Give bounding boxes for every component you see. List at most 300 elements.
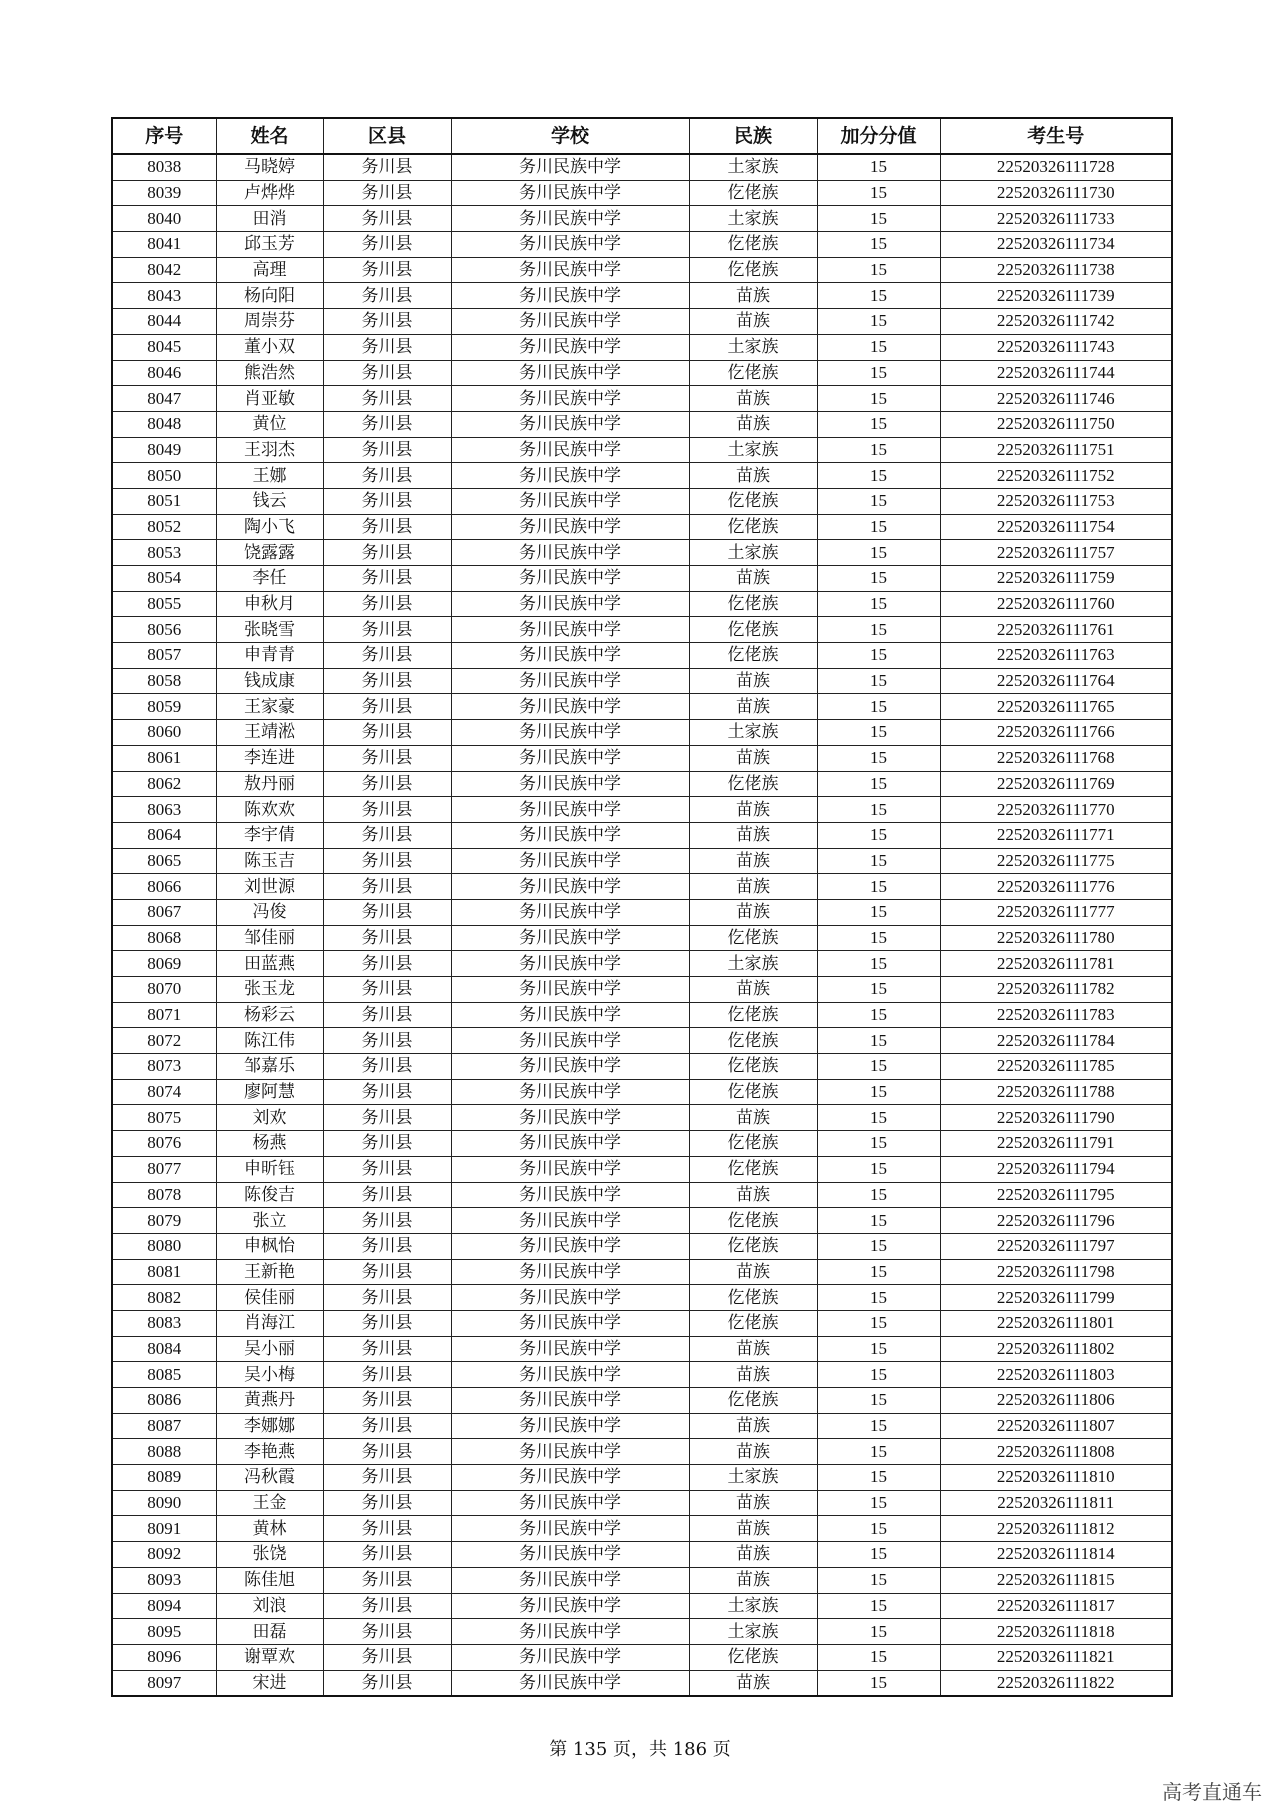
cell-bonus: 15 [817, 1310, 940, 1336]
cell-county: 务川县 [323, 1310, 451, 1336]
table-row [112, 1413, 1172, 1439]
cell-county: 务川县 [323, 1028, 451, 1054]
cell-index: 8061 [112, 745, 216, 771]
cell-index: 8075 [112, 1105, 216, 1131]
cell-name: 张玉龙 [216, 977, 323, 1003]
cell-name: 吴小梅 [216, 1362, 323, 1388]
cell-index: 8067 [112, 899, 216, 925]
cell-ethnicity: 苗族 [689, 694, 817, 720]
cell-bonus: 15 [817, 334, 940, 360]
cell-exam-id: 22520326111795 [940, 1182, 1172, 1208]
cell-index: 8048 [112, 411, 216, 437]
cell-exam-id: 22520326111806 [940, 1388, 1172, 1414]
cell-ethnicity: 苗族 [689, 1567, 817, 1593]
cell-index: 8080 [112, 1233, 216, 1259]
cell-county: 务川县 [323, 1233, 451, 1259]
cell-name: 肖海江 [216, 1310, 323, 1336]
cell-school: 务川民族中学 [451, 1388, 689, 1414]
cell-exam-id: 22520326111812 [940, 1516, 1172, 1542]
cell-school: 务川民族中学 [451, 1542, 689, 1568]
cell-exam-id: 22520326111776 [940, 874, 1172, 900]
table-row [112, 540, 1172, 566]
cell-bonus: 15 [817, 360, 940, 386]
cell-index: 8077 [112, 1156, 216, 1182]
cell-school: 务川民族中学 [451, 668, 689, 694]
cell-bonus: 15 [817, 617, 940, 643]
table-row [112, 745, 1172, 771]
table-row [112, 951, 1172, 977]
table-row [112, 617, 1172, 643]
cell-exam-id: 22520326111818 [940, 1619, 1172, 1645]
cell-exam-id: 22520326111734 [940, 232, 1172, 258]
cell-name: 董小双 [216, 334, 323, 360]
table-row [112, 1439, 1172, 1465]
cell-ethnicity: 仡佬族 [689, 643, 817, 669]
cell-ethnicity: 苗族 [689, 566, 817, 592]
cell-name: 田磊 [216, 1619, 323, 1645]
cell-ethnicity: 苗族 [689, 899, 817, 925]
cell-index: 8086 [112, 1388, 216, 1414]
table-row [112, 283, 1172, 309]
cell-bonus: 15 [817, 848, 940, 874]
cell-bonus: 15 [817, 925, 940, 951]
cell-exam-id: 22520326111761 [940, 617, 1172, 643]
cell-school: 务川民族中学 [451, 617, 689, 643]
cell-index: 8073 [112, 1054, 216, 1080]
cell-bonus: 15 [817, 1388, 940, 1414]
cell-bonus: 15 [817, 1644, 940, 1670]
cell-name: 邹嘉乐 [216, 1054, 323, 1080]
cell-index: 8046 [112, 360, 216, 386]
cell-bonus: 15 [817, 488, 940, 514]
cell-bonus: 15 [817, 1028, 940, 1054]
cell-exam-id: 22520326111799 [940, 1285, 1172, 1311]
cell-index: 8072 [112, 1028, 216, 1054]
cell-school: 务川民族中学 [451, 180, 689, 206]
table-row [112, 643, 1172, 669]
cell-bonus: 15 [817, 694, 940, 720]
cell-ethnicity: 苗族 [689, 1542, 817, 1568]
cell-school: 务川民族中学 [451, 874, 689, 900]
cell-ethnicity: 土家族 [689, 334, 817, 360]
cell-school: 务川民族中学 [451, 334, 689, 360]
cell-ethnicity: 苗族 [689, 1490, 817, 1516]
cell-index: 8058 [112, 668, 216, 694]
cell-county: 务川县 [323, 437, 451, 463]
cell-ethnicity: 苗族 [689, 874, 817, 900]
cell-ethnicity: 苗族 [689, 745, 817, 771]
cell-name: 黄燕丹 [216, 1388, 323, 1414]
cell-bonus: 15 [817, 1593, 940, 1619]
cell-county: 务川县 [323, 771, 451, 797]
cell-school: 务川民族中学 [451, 411, 689, 437]
cell-index: 8059 [112, 694, 216, 720]
cell-index: 8083 [112, 1310, 216, 1336]
cell-bonus: 15 [817, 206, 940, 232]
cell-index: 8050 [112, 463, 216, 489]
cell-ethnicity: 苗族 [689, 309, 817, 335]
cell-school: 务川民族中学 [451, 643, 689, 669]
cell-name: 张晓雪 [216, 617, 323, 643]
cell-ethnicity: 仡佬族 [689, 1131, 817, 1157]
cell-name: 王金 [216, 1490, 323, 1516]
cell-index: 8096 [112, 1644, 216, 1670]
table-row [112, 1233, 1172, 1259]
cell-exam-id: 22520326111802 [940, 1336, 1172, 1362]
cell-county: 务川县 [323, 1002, 451, 1028]
bonus-points-table [111, 117, 1173, 1697]
cell-index: 8090 [112, 1490, 216, 1516]
cell-school: 务川民族中学 [451, 591, 689, 617]
cell-bonus: 15 [817, 1285, 940, 1311]
cell-index: 8054 [112, 566, 216, 592]
cell-index: 8089 [112, 1465, 216, 1491]
cell-school: 务川民族中学 [451, 1208, 689, 1234]
cell-school: 务川民族中学 [451, 1567, 689, 1593]
cell-exam-id: 22520326111751 [940, 437, 1172, 463]
cell-name: 宋进 [216, 1670, 323, 1696]
cell-name: 王娜 [216, 463, 323, 489]
cell-bonus: 15 [817, 874, 940, 900]
cell-ethnicity: 土家族 [689, 437, 817, 463]
cell-bonus: 15 [817, 309, 940, 335]
cell-school: 务川民族中学 [451, 977, 689, 1003]
cell-ethnicity: 仡佬族 [689, 617, 817, 643]
cell-bonus: 15 [817, 1182, 940, 1208]
cell-index: 8087 [112, 1413, 216, 1439]
cell-name: 申秋月 [216, 591, 323, 617]
cell-name: 陈俊吉 [216, 1182, 323, 1208]
cell-exam-id: 22520326111759 [940, 566, 1172, 592]
cell-exam-id: 22520326111763 [940, 643, 1172, 669]
cell-school: 务川民族中学 [451, 1670, 689, 1696]
table-row [112, 1310, 1172, 1336]
cell-school: 务川民族中学 [451, 1105, 689, 1131]
cell-index: 8091 [112, 1516, 216, 1542]
cell-school: 务川民族中学 [451, 1310, 689, 1336]
cell-school: 务川民族中学 [451, 1336, 689, 1362]
cell-ethnicity: 仡佬族 [689, 232, 817, 258]
cell-exam-id: 22520326111738 [940, 257, 1172, 283]
cell-county: 务川县 [323, 1644, 451, 1670]
table-row [112, 1182, 1172, 1208]
cell-exam-id: 22520326111770 [940, 797, 1172, 823]
cell-bonus: 15 [817, 1362, 940, 1388]
cell-bonus: 15 [817, 1105, 940, 1131]
cell-county: 务川县 [323, 309, 451, 335]
table-row [112, 232, 1172, 258]
table-row [112, 1362, 1172, 1388]
cell-exam-id: 22520326111742 [940, 309, 1172, 335]
page-number: 第 135 页，共 186 页 [549, 1739, 731, 1760]
table-row [112, 1670, 1172, 1696]
cell-ethnicity: 土家族 [689, 951, 817, 977]
cell-name: 申枫怡 [216, 1233, 323, 1259]
cell-name: 田消 [216, 206, 323, 232]
cell-school: 务川民族中学 [451, 899, 689, 925]
cell-name: 申昕钰 [216, 1156, 323, 1182]
table-row [112, 1516, 1172, 1542]
cell-name: 邱玉芳 [216, 232, 323, 258]
header-index: 序号 [112, 118, 216, 154]
cell-name: 廖阿慧 [216, 1079, 323, 1105]
table-row [112, 257, 1172, 283]
cell-name: 冯秋霞 [216, 1465, 323, 1491]
cell-index: 8097 [112, 1670, 216, 1696]
cell-name: 马晓婷 [216, 154, 323, 180]
cell-ethnicity: 仡佬族 [689, 771, 817, 797]
cell-school: 务川民族中学 [451, 463, 689, 489]
cell-ethnicity: 仡佬族 [689, 1233, 817, 1259]
cell-school: 务川民族中学 [451, 309, 689, 335]
cell-school: 务川民族中学 [451, 1619, 689, 1645]
cell-county: 务川县 [323, 1336, 451, 1362]
cell-bonus: 15 [817, 977, 940, 1003]
cell-exam-id: 22520326111750 [940, 411, 1172, 437]
cell-exam-id: 22520326111781 [940, 951, 1172, 977]
cell-bonus: 15 [817, 1619, 940, 1645]
cell-name: 冯俊 [216, 899, 323, 925]
cell-ethnicity: 仡佬族 [689, 1285, 817, 1311]
cell-county: 务川县 [323, 386, 451, 412]
cell-name: 饶露露 [216, 540, 323, 566]
cell-name: 王新艳 [216, 1259, 323, 1285]
table-row [112, 720, 1172, 746]
cell-school: 务川民族中学 [451, 386, 689, 412]
cell-school: 务川民族中学 [451, 437, 689, 463]
table-row [112, 1105, 1172, 1131]
cell-ethnicity: 苗族 [689, 1336, 817, 1362]
table-row [112, 771, 1172, 797]
cell-index: 8068 [112, 925, 216, 951]
cell-bonus: 15 [817, 283, 940, 309]
cell-school: 务川民族中学 [451, 1362, 689, 1388]
cell-county: 务川县 [323, 925, 451, 951]
cell-bonus: 15 [817, 386, 940, 412]
cell-county: 务川县 [323, 180, 451, 206]
table-row [112, 797, 1172, 823]
cell-school: 务川民族中学 [451, 566, 689, 592]
cell-bonus: 15 [817, 668, 940, 694]
cell-ethnicity: 土家族 [689, 540, 817, 566]
cell-county: 务川县 [323, 257, 451, 283]
cell-bonus: 15 [817, 591, 940, 617]
cell-exam-id: 22520326111797 [940, 1233, 1172, 1259]
cell-name: 李任 [216, 566, 323, 592]
cell-bonus: 15 [817, 822, 940, 848]
table-row [112, 488, 1172, 514]
table-row [112, 1567, 1172, 1593]
cell-index: 8082 [112, 1285, 216, 1311]
cell-bonus: 15 [817, 1336, 940, 1362]
cell-county: 务川县 [323, 1362, 451, 1388]
cell-exam-id: 22520326111783 [940, 1002, 1172, 1028]
cell-ethnicity: 仡佬族 [689, 1079, 817, 1105]
cell-school: 务川民族中学 [451, 1593, 689, 1619]
table-row [112, 848, 1172, 874]
cell-school: 务川民族中学 [451, 1413, 689, 1439]
cell-county: 务川县 [323, 283, 451, 309]
header-ethnicity: 民族 [689, 118, 817, 154]
cell-school: 务川民族中学 [451, 951, 689, 977]
cell-index: 8085 [112, 1362, 216, 1388]
cell-bonus: 15 [817, 1439, 940, 1465]
cell-county: 务川县 [323, 232, 451, 258]
cell-school: 务川民族中学 [451, 1516, 689, 1542]
cell-ethnicity: 仡佬族 [689, 1028, 817, 1054]
cell-county: 务川县 [323, 1388, 451, 1414]
cell-exam-id: 22520326111768 [940, 745, 1172, 771]
cell-county: 务川县 [323, 745, 451, 771]
cell-name: 张立 [216, 1208, 323, 1234]
cell-county: 务川县 [323, 822, 451, 848]
table-row [112, 386, 1172, 412]
cell-county: 务川县 [323, 1490, 451, 1516]
cell-bonus: 15 [817, 1079, 940, 1105]
cell-name: 王家豪 [216, 694, 323, 720]
cell-ethnicity: 仡佬族 [689, 1054, 817, 1080]
cell-index: 8044 [112, 309, 216, 335]
cell-name: 申青青 [216, 643, 323, 669]
cell-ethnicity: 苗族 [689, 1413, 817, 1439]
cell-school: 务川民族中学 [451, 848, 689, 874]
cell-bonus: 15 [817, 1233, 940, 1259]
cell-index: 8092 [112, 1542, 216, 1568]
cell-ethnicity: 苗族 [689, 411, 817, 437]
cell-exam-id: 22520326111814 [940, 1542, 1172, 1568]
cell-school: 务川民族中学 [451, 1079, 689, 1105]
header-exam-id: 考生号 [940, 118, 1172, 154]
cell-bonus: 15 [817, 257, 940, 283]
table-row [112, 1028, 1172, 1054]
cell-exam-id: 22520326111730 [940, 180, 1172, 206]
cell-bonus: 15 [817, 1465, 940, 1491]
cell-school: 务川民族中学 [451, 1465, 689, 1491]
cell-bonus: 15 [817, 1490, 940, 1516]
cell-county: 务川县 [323, 1439, 451, 1465]
cell-name: 陶小飞 [216, 514, 323, 540]
table-row [112, 1259, 1172, 1285]
table-row [112, 1490, 1172, 1516]
cell-index: 8045 [112, 334, 216, 360]
cell-ethnicity: 苗族 [689, 463, 817, 489]
cell-exam-id: 22520326111790 [940, 1105, 1172, 1131]
cell-school: 务川民族中学 [451, 822, 689, 848]
cell-name: 钱云 [216, 488, 323, 514]
cell-county: 务川县 [323, 617, 451, 643]
table-row [112, 925, 1172, 951]
header-bonus: 加分分值 [817, 118, 940, 154]
cell-county: 务川县 [323, 1413, 451, 1439]
cell-county: 务川县 [323, 797, 451, 823]
cell-bonus: 15 [817, 566, 940, 592]
cell-index: 8081 [112, 1259, 216, 1285]
cell-county: 务川县 [323, 643, 451, 669]
cell-ethnicity: 苗族 [689, 977, 817, 1003]
header-school: 学校 [451, 118, 689, 154]
cell-county: 务川县 [323, 488, 451, 514]
cell-exam-id: 22520326111775 [940, 848, 1172, 874]
cell-index: 8079 [112, 1208, 216, 1234]
table-row [112, 360, 1172, 386]
table-row [112, 1002, 1172, 1028]
table-row [112, 668, 1172, 694]
cell-county: 务川县 [323, 1285, 451, 1311]
cell-exam-id: 22520326111757 [940, 540, 1172, 566]
cell-school: 务川民族中学 [451, 694, 689, 720]
cell-index: 8056 [112, 617, 216, 643]
header-county: 区县 [323, 118, 451, 154]
cell-exam-id: 22520326111807 [940, 1413, 1172, 1439]
cell-ethnicity: 苗族 [689, 668, 817, 694]
cell-index: 8049 [112, 437, 216, 463]
cell-name: 熊浩然 [216, 360, 323, 386]
cell-bonus: 15 [817, 437, 940, 463]
cell-exam-id: 22520326111794 [940, 1156, 1172, 1182]
cell-school: 务川民族中学 [451, 771, 689, 797]
table-row [112, 1619, 1172, 1645]
cell-county: 务川县 [323, 411, 451, 437]
cell-exam-id: 22520326111744 [940, 360, 1172, 386]
cell-ethnicity: 仡佬族 [689, 257, 817, 283]
cell-exam-id: 22520326111766 [940, 720, 1172, 746]
cell-exam-id: 22520326111815 [940, 1567, 1172, 1593]
cell-ethnicity: 仡佬族 [689, 1310, 817, 1336]
cell-ethnicity: 仡佬族 [689, 1208, 817, 1234]
cell-ethnicity: 苗族 [689, 1362, 817, 1388]
cell-county: 务川县 [323, 1567, 451, 1593]
table-row [112, 1593, 1172, 1619]
cell-county: 务川县 [323, 154, 451, 180]
cell-ethnicity: 苗族 [689, 386, 817, 412]
cell-index: 8041 [112, 232, 216, 258]
cell-index: 8042 [112, 257, 216, 283]
cell-name: 肖亚敏 [216, 386, 323, 412]
cell-bonus: 15 [817, 1567, 940, 1593]
cell-exam-id: 22520326111760 [940, 591, 1172, 617]
cell-name: 黄林 [216, 1516, 323, 1542]
table-row [112, 206, 1172, 232]
cell-bonus: 15 [817, 1131, 940, 1157]
cell-county: 务川县 [323, 1054, 451, 1080]
table-row [112, 514, 1172, 540]
cell-exam-id: 22520326111764 [940, 668, 1172, 694]
cell-name: 吴小丽 [216, 1336, 323, 1362]
cell-index: 8062 [112, 771, 216, 797]
cell-school: 务川民族中学 [451, 1490, 689, 1516]
cell-index: 8071 [112, 1002, 216, 1028]
cell-index: 8043 [112, 283, 216, 309]
cell-index: 8078 [112, 1182, 216, 1208]
cell-ethnicity: 土家族 [689, 1593, 817, 1619]
cell-name: 陈江伟 [216, 1028, 323, 1054]
cell-exam-id: 22520326111817 [940, 1593, 1172, 1619]
cell-exam-id: 22520326111765 [940, 694, 1172, 720]
cell-exam-id: 22520326111743 [940, 334, 1172, 360]
cell-ethnicity: 仡佬族 [689, 360, 817, 386]
table-row [112, 437, 1172, 463]
cell-county: 务川县 [323, 334, 451, 360]
cell-bonus: 15 [817, 154, 940, 180]
cell-county: 务川县 [323, 1182, 451, 1208]
cell-bonus: 15 [817, 463, 940, 489]
table-row [112, 874, 1172, 900]
table-header-row [112, 118, 1172, 154]
cell-school: 务川民族中学 [451, 925, 689, 951]
cell-bonus: 15 [817, 771, 940, 797]
table-row [112, 899, 1172, 925]
cell-exam-id: 22520326111733 [940, 206, 1172, 232]
